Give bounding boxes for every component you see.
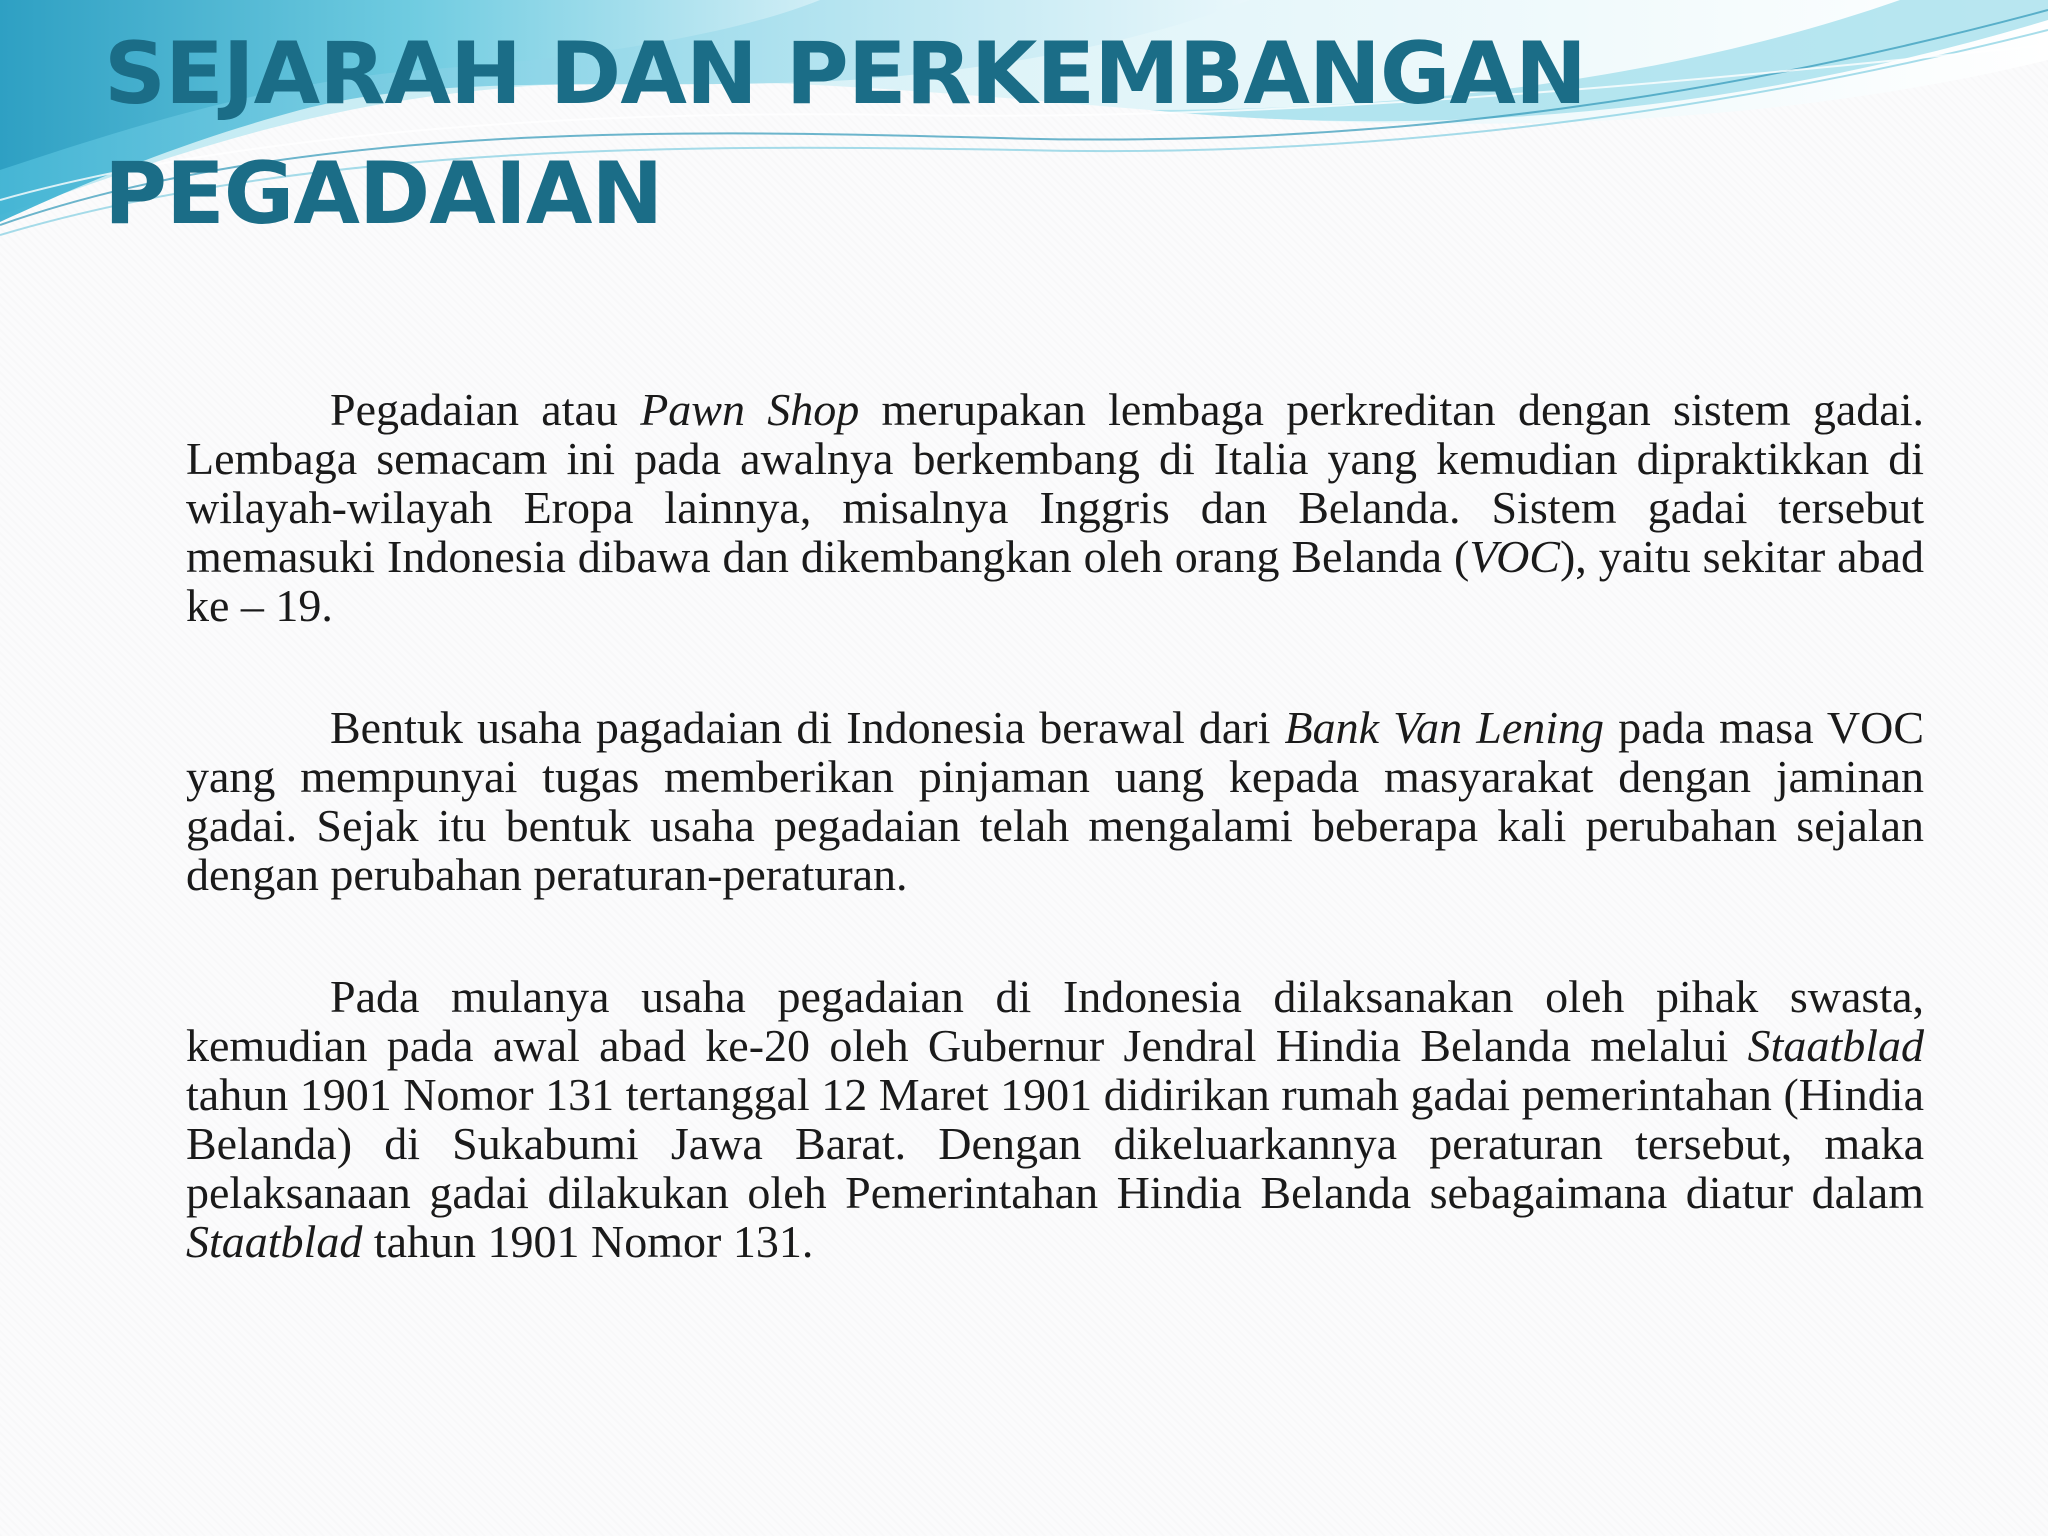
text-run: Bentuk usaha pagadaian di Indonesia berawal dari [330, 702, 1285, 753]
text-run: pada masa VOC yang mempunyai tugas memberikan pinjaman uang kepada masyarakat dengan jaminan gadai. Sejak itu bentuk usaha pegadaian telah mengalami beberapa kali perubahan sejalan dengan perubahan peraturan-peraturan. [186, 702, 1925, 900]
text-run: Pada mulanya usaha pegadaian di Indonesia dilaksanakan oleh pihak swasta, kemudian pada awal abad ke-20 oleh Gubernur Jendral Hindia Belanda melalui [186, 971, 1924, 1071]
title-line-1: SEJARAH DAN PERKEMBANGAN [104, 24, 1586, 124]
text-run: ), yaitu sekitar abad ke – 19. [186, 531, 1925, 631]
text-run: tahun 1901 Nomor 131 tertanggal 12 Maret 1901 didirikan rumah gadai pemerintahan (Hindia Belanda) di Sukabumi Jawa Barat. Dengan dikeluarkannya peraturan tersebut, maka pelaksanaan gadai dilakukan oleh Pemerintahan Hindia Belanda sebagaimana diatur dalam [186, 1069, 1924, 1218]
text-run: Pegadaian atau [330, 384, 641, 435]
slide-body [186, 385, 1924, 1266]
text-run: tahun 1901 Nomor 131. [362, 1216, 814, 1267]
italic-term: Staatblad [186, 1216, 363, 1267]
italic-term: Staatblad [1747, 1020, 1924, 1071]
text-run: merupakan lembaga perkreditan dengan sistem gadai. Lembaga semacam ini pada awalnya berkembang di Italia yang kemudian dipraktikkan di wilayah-wilayah Eropa lainnya, misalnya Inggris dan Belanda. Sistem gadai tersebut memasuki Indonesia dibawa dan dikembangkan oleh orang Belanda ( [186, 384, 1924, 582]
italic-term: Pawn Shop [640, 384, 860, 435]
paragraph-2 [186, 703, 1924, 899]
italic-term: Bank Van Lening [1284, 702, 1605, 753]
paragraph-3 [186, 972, 1924, 1266]
paragraph-1 [186, 385, 1924, 630]
slide-title [104, 14, 1804, 254]
title-line-2: PEGADAIAN [104, 144, 663, 244]
italic-term: VOC [1469, 531, 1560, 582]
